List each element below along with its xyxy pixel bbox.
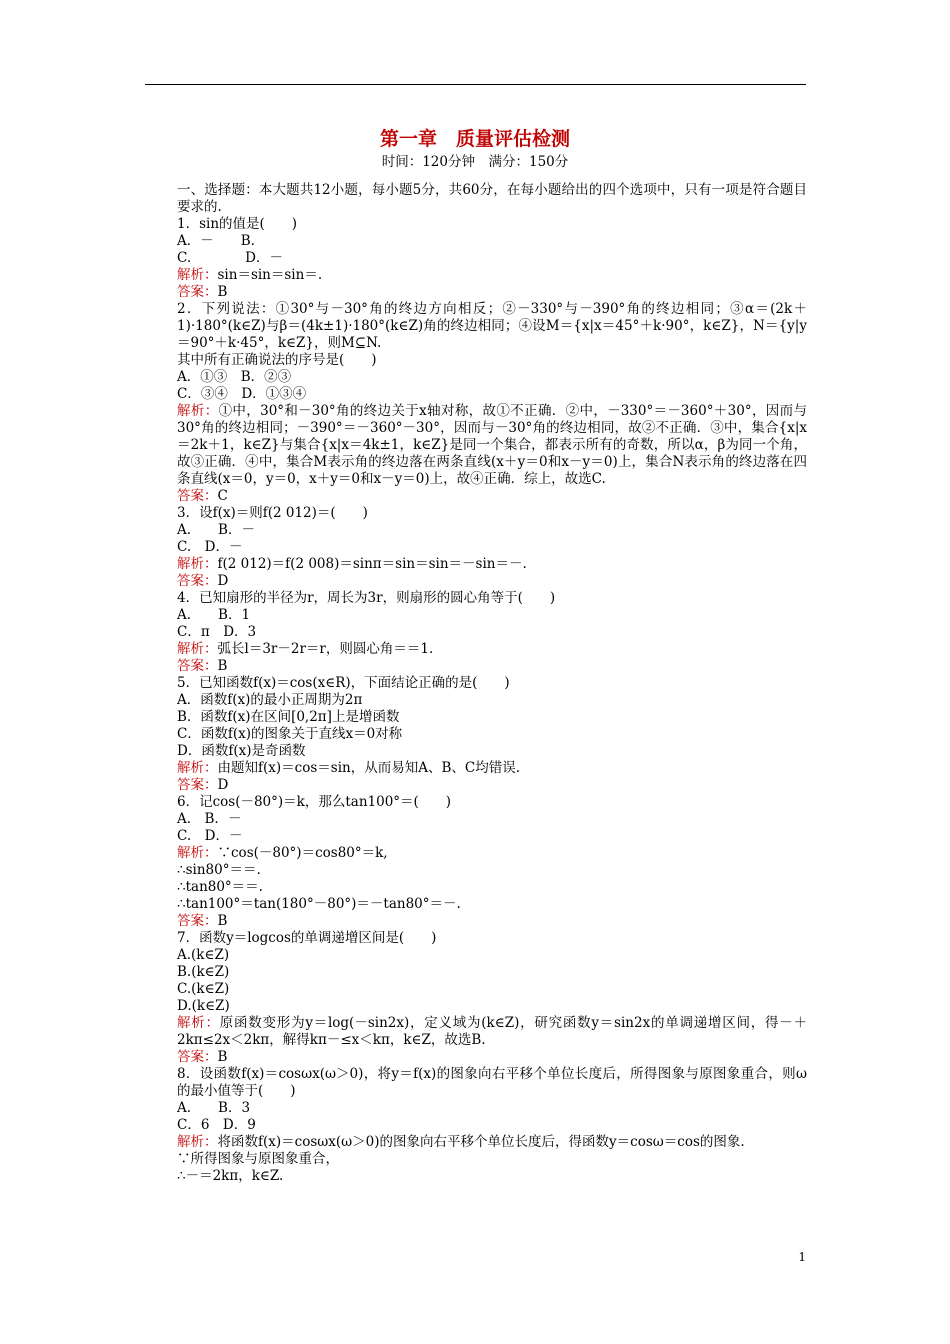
q4-options-ab: A. B．1 — [177, 607, 251, 623]
q3-options-cd: C. D．－ — [177, 539, 243, 555]
analysis-label: 解析： — [177, 1015, 220, 1031]
q8-analysis: 解析：将函数f(x)＝cosωx(ω＞0)的图象向右平移个单位长度后，得函数y＝cosω＝cos的图象. — [177, 1134, 745, 1150]
page-title: 第一章 质量评估检测 — [379, 128, 570, 150]
q7-option-b: B.(k∈Z) — [177, 964, 230, 980]
page-subtitle: 时间：120分钟 满分：150分 — [381, 154, 569, 170]
q3-stem: 3．设f(x)＝则f(2 012)＝( ) — [177, 505, 368, 521]
q3-analysis: 解析：f(2 012)＝f(2 008)＝sinπ＝sin＝sin＝－sin＝－. — [177, 556, 527, 572]
q5-answer: 答案：D — [177, 777, 229, 793]
analysis-label: 解析： — [177, 403, 219, 419]
q2-analysis: 解析：①中，30°和－30°角的终边关于x轴对称，故①不正确．②中，－330°＝－360°＋30°，因而与30°角的终边相同；－390°＝－360°－30°，因而与－30°角的终边相同，故②不正确．③中，集合{x|x＝2k＋1，k∈Z}与集合{x|x＝4k±1，k∈Z}是同一个集合，都表示所有的奇数，所以α，β为同一个角，故③正确．④中，集合M表示角的终边落在两条直线(x＋y＝0和x－y＝0)上，集合N表示角的终边落在四条直线(x＝0，y＝0，x＋y＝0和x－y＝0)上，故④正确．综上，故选C. — [177, 403, 807, 487]
q1-options-cd: C. D．－ — [177, 250, 283, 266]
q6-analysis-line3: ∴tan80°＝＝. — [177, 879, 263, 895]
q1-answer: 答案：B — [177, 284, 228, 300]
header-rule — [145, 84, 806, 85]
q6-answer: 答案：B — [177, 913, 228, 929]
q7-stem: 7．函数y＝logcos的单调递增区间是( ) — [177, 930, 437, 946]
q8-analysis-line2: ∵所得图象与原图象重合， — [177, 1151, 339, 1167]
q1-analysis: 解析：sin＝sin＝sin＝. — [177, 267, 323, 283]
section-intro: 一、选择题：本大题共12小题，每小题5分，共60分，在每小题给出的四个选项中，只有一项是符合题目要求的. — [177, 182, 807, 215]
q5-stem: 5．已知函数f(x)＝cos(x∈R)，下面结论正确的是( ) — [177, 675, 510, 691]
q5-option-b: B．函数f(x)在区间[0,2π]上是增函数 — [177, 709, 400, 725]
q7-answer: 答案：B — [177, 1049, 228, 1065]
answer-label: 答案： — [177, 284, 218, 300]
q8-options-cd: C．6 D．9 — [177, 1117, 256, 1133]
q2-answer: 答案：C — [177, 488, 228, 504]
q1-stem: 1．sin的值是( ) — [177, 216, 298, 232]
q7-analysis: 解析：原函数变形为y＝log(－sin2x)，定义域为(k∈Z)，研究函数y＝sin2x的单调递增区间，得－＋2kπ≤2x＜2kπ，解得kπ－≤x＜kπ，k∈Z，故选B. — [177, 1015, 807, 1048]
q4-options-cd: C．π D．3 — [177, 624, 257, 640]
q6-options-cd: C. D．－ — [177, 828, 243, 844]
analysis-label: 解析： — [177, 760, 218, 776]
q2-options-ab: A．①③ B．②③ — [177, 369, 292, 385]
q5-option-c: C．函数f(x)的图象关于直线x＝0对称 — [177, 726, 403, 742]
q2-sub: 其中所有正确说法的序号是( ) — [177, 352, 377, 368]
q2-stem: 2．下列说法：①30°与－30°角的终边方向相反；②－330°与－390°角的终边相同；③α＝(2k＋1)·180°(k∈Z)与β＝(4k±1)·180°(k∈Z)角的终边相同；④设M＝{x|x＝45°＋k·90°，k∈Z}，N＝{y|y＝90°＋k·45°，k∈Z}，则M⊆N. — [177, 301, 807, 351]
q1-options-ab: A．－ B. — [177, 233, 255, 249]
q6-options-ab: A. B．－ — [177, 811, 242, 827]
answer-label: 答案： — [177, 488, 218, 504]
q6-analysis-line4: ∴tan100°＝tan(180°－80°)＝－tan80°＝－. — [177, 896, 461, 912]
q4-answer: 答案：B — [177, 658, 228, 674]
answer-label: 答案： — [177, 658, 218, 674]
answer-label: 答案： — [177, 573, 218, 589]
page-number: 1 — [798, 1250, 806, 1264]
q6-analysis-line2: ∴sin80°＝＝. — [177, 862, 261, 878]
q7-option-a: A.(k∈Z) — [177, 947, 230, 963]
answer-label: 答案： — [177, 777, 218, 793]
q5-analysis: 解析：由题知f(x)＝cos＝sin，从而易知A、B、C均错误. — [177, 760, 520, 776]
answer-label: 答案： — [177, 913, 218, 929]
q6-analysis: 解析：∵cos(－80°)＝cos80°＝k, — [177, 845, 388, 861]
q3-options-ab: A. B．－ — [177, 522, 255, 538]
q5-option-a: A．函数f(x)的最小正周期为2π — [177, 692, 363, 708]
q5-option-d: D．函数f(x)是奇函数 — [177, 743, 306, 759]
q2-options-cd: C．③④ D．①③④ — [177, 386, 307, 402]
analysis-label: 解析： — [177, 1134, 218, 1150]
q4-analysis: 解析：弧长l＝3r－2r＝r，则圆心角＝＝1. — [177, 641, 434, 657]
analysis-label: 解析： — [177, 267, 218, 283]
q8-analysis-line3: ∴－＝2kπ，k∈Z. — [177, 1168, 284, 1184]
q3-answer: 答案：D — [177, 573, 229, 589]
analysis-label: 解析： — [177, 641, 218, 657]
q4-stem: 4．已知扇形的半径为r，周长为3r，则扇形的圆心角等于( ) — [177, 590, 556, 606]
q7-option-d: D.(k∈Z) — [177, 998, 230, 1014]
q6-stem: 6．记cos(－80°)＝k，那么tan100°＝( ) — [177, 794, 452, 810]
analysis-label: 解析： — [177, 556, 218, 572]
answer-label: 答案： — [177, 1049, 218, 1065]
q7-option-c: C.(k∈Z) — [177, 981, 230, 997]
q8-options-ab: A. B．3 — [177, 1100, 251, 1116]
q8-stem: 8．设函数f(x)＝cosωx(ω＞0)，将y＝f(x)的图象向右平移个单位长度后，所得图象与原图象重合，则ω的最小值等于( ) — [177, 1066, 807, 1099]
document-body — [145, 182, 807, 1185]
analysis-label: 解析： — [177, 845, 218, 861]
